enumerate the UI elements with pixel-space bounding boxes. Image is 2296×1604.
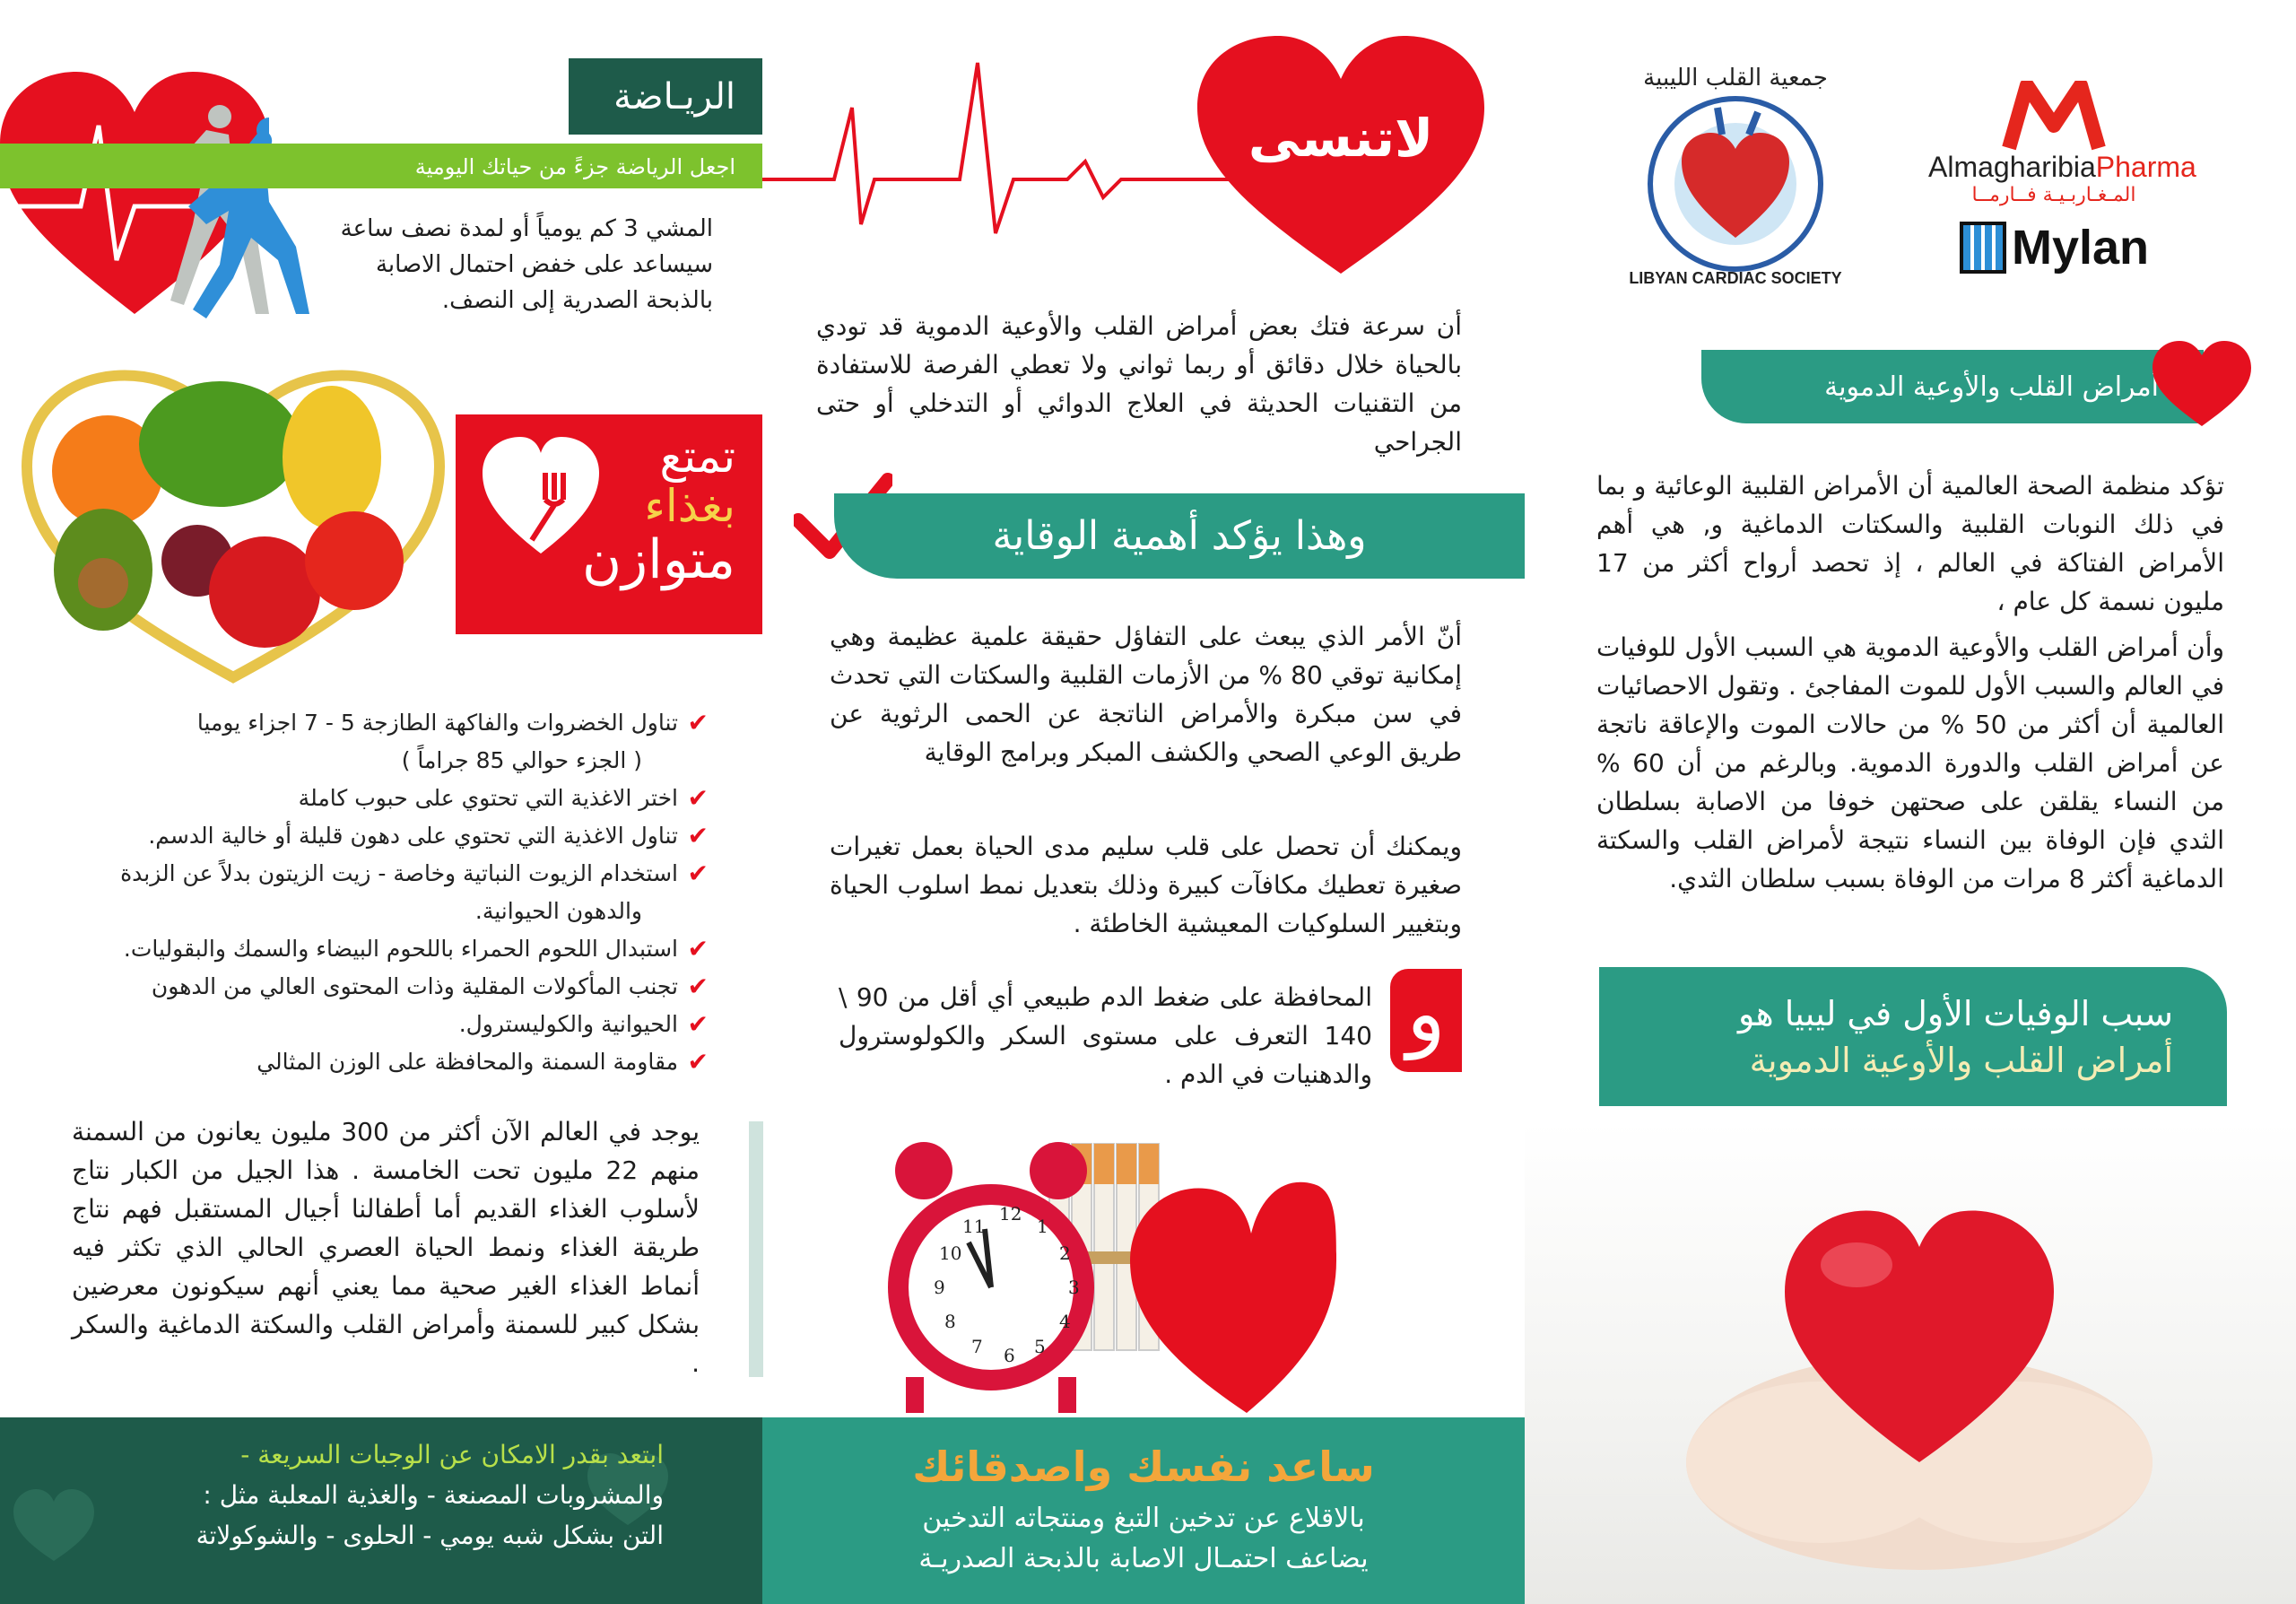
check-icon: ✔: [687, 821, 709, 850]
libya-line-2: أمراض القلب والأوعية الدموية: [1749, 1041, 2173, 1080]
lifestyle-text: ويمكنك أن تحصل على قلب سليم مدى الحياة بعمل تغيرات صغيرة تعطيك مكافآت كبيرة وذلك بتعديل نمط اسلوب الحياة وبتغيير السلوكيات المعيشية الخاطئة .: [830, 832, 1462, 938]
heart-icon: [2152, 341, 2251, 431]
section-title: أمراض القلب والأوعية الدموية: [1701, 350, 2204, 423]
list-item: ✔ تناول الاغذية التي تحتوي على دهون قليلة أو خالية الدسم.: [54, 817, 709, 855]
fastfood-line-2: والمشروبات المصنعة - والغذية المعلبة مثل :: [203, 1480, 664, 1510]
clock-number: 3: [1068, 1277, 1080, 1298]
smoking-footer: [762, 1417, 1525, 1604]
mylan-icon: [1960, 222, 2006, 274]
badge-line-2: بغذاء: [644, 480, 735, 532]
clock-number: 12: [999, 1203, 1022, 1225]
who-text: تؤكد منظمة الصحة العالمية أن الأمراض القلبية الوعائية و بما في ذلك النوبات القلبية والسكتات الدماغية و, هي أهم الأمراض الفتاكة في العالم ، إذ تحصد أرواح أكثر من 17 مليون نسمة كل عام ،: [1596, 471, 2224, 616]
check-icon: ✔: [687, 708, 709, 737]
sport-text: المشي 3 كم يومياً أو لمدة نصف ساعة سيساعد على خفض احتمال الاصابة بالذبحة الصدرية إلى النصف.: [340, 215, 713, 314]
mylan-wordmark: Mylan: [2012, 221, 2150, 275]
pharma-name-b: Pharma: [2095, 151, 2196, 183]
check-icon: ✔: [687, 934, 709, 963]
right-panel: [1525, 0, 2296, 1604]
society-arabic: جمعية القلب الليبية: [1643, 65, 1828, 92]
footer-line-2: يضاعف احتمـال الاصابة بالذبحة الصدريـة: [918, 1543, 1369, 1574]
check-icon: ✔: [687, 972, 709, 1001]
society-english: LIBYAN CARDIAC SOCIETY: [1629, 269, 1842, 287]
ecg-line: [762, 54, 1265, 242]
hands-heart-icon: [1650, 1166, 2188, 1597]
clock-number: 2: [1059, 1242, 1071, 1264]
clock-number: 7: [971, 1336, 983, 1357]
pharma-name-a: Almagharibia: [1928, 151, 2096, 183]
list-item: ✔ الحيوانية والكوليسترول.: [54, 1006, 709, 1043]
footer-line-1: بالاقلاع عن تدخين التبغ ومنتجاته التدخين: [922, 1503, 1365, 1534]
hands-heart-illustration: [1525, 1121, 2296, 1604]
check-icon: ✔: [687, 783, 709, 813]
pressure-text: المحافظة على ضغط الدم طبيعي أي أقل من 90 \ 140 التعرف على مستوى السكر والكولوسترول والدهنيات في الدم .: [839, 982, 1372, 1089]
clock-number: 8: [944, 1311, 956, 1332]
check-icon: ✔: [687, 1047, 709, 1077]
waw-badge: و: [1390, 969, 1462, 1072]
check-icon: ✔: [687, 859, 709, 888]
heart-badge-text: لاتنسى: [1248, 108, 1434, 169]
libyan-cardiac-society-seal: [1632, 72, 1839, 278]
balanced-food-badge: [456, 414, 762, 634]
check-icon: ✔: [687, 1009, 709, 1039]
clock-face: [928, 1203, 1090, 1368]
sport-banner-text: اجعل الرياضة جزءً من حياتك اليومية: [414, 154, 735, 179]
fastfood-footer: [0, 1417, 762, 1604]
list-item: ✔ استبدال اللحوم الحمراء باللحوم البيضاء والسمك والبقوليات.: [54, 930, 709, 968]
list-item: ✔ مقاومة السمنة والمحافظة على الوزن المثالي: [54, 1043, 709, 1081]
sport-title: الريـاضة: [569, 58, 762, 135]
clock-number: 11: [962, 1216, 986, 1237]
list-item: ✔ اختر الاغذية التي تحتوي على حبوب كاملة: [54, 780, 709, 817]
diet-checklist: [54, 704, 709, 1081]
badge-line-3: متوازن: [582, 528, 735, 591]
badge-line-1: تمتع: [659, 431, 735, 483]
list-item: ✔ استخدام الزيوت النباتية وخاصة - زيت الزيتون بدلاً عن الزبدة والدهون الحيوانية.: [54, 855, 709, 930]
intro-text: أن سرعة فتك بعض أمراض القلب والأوعية الدموية قد تودي بالحياة خلال دقائق أو ربما ثواني ولا تعطي الفرصة للاستفادة من التقنيات الحديثة في العلاج الدوائي أو التدخلي أو حتى الجراحي: [816, 311, 1462, 457]
list-item: ✔ تجنب المأكولات المقلية وذات المحتوى العالي من الدهون: [54, 968, 709, 1006]
left-panel: [0, 0, 762, 1604]
libya-line-1: سبب الوفيات الأول في ليبيا هو: [1737, 994, 2173, 1033]
fastfood-line-3: التن بشكل شبه يومي - الحلوى - والشوكولاتة: [196, 1521, 664, 1550]
clock-number: 5: [1034, 1336, 1046, 1357]
stats-text: وأن أمراض القلب والأوعية الدموية هي السبب الأول للوفيات في العالم والسبب الأول للموت المفاجئ . وتقول الاحصائيات العالمية أن أكثر من 50 % من حالات الموت والإعاقة ناتجة عن أمراض القلب والدورة الدموية. وبالرغم من أن 60 % من النساء يقلقن على صحتهن خوفا من الاصابة بسلطان الثدي فإن الوفاة بين النساء نتيجة لأمراض القلب والسكتة الدماغية أكثر 8 مرات من الوفاة بسبب سلطان الثدي.: [1596, 632, 2224, 894]
fruit-heart-illustration: [18, 359, 448, 691]
clock-number: 1: [1037, 1216, 1048, 1237]
clock-number: 6: [1004, 1345, 1015, 1366]
clock-number: 10: [939, 1242, 962, 1264]
middle-panel: [762, 0, 1525, 1604]
mylan-logo: [1960, 220, 2149, 275]
almagharibia-logo-icon: [2000, 81, 2108, 153]
prevention-title: وهذا يؤكد أهمية الوقاية: [834, 493, 1525, 579]
obesity-text: يوجد في العالم الآن أكثر من 300 مليون يعانون من السمنة منهم 22 مليون تحت الخامسة . هذا الجيل من الكبار نتاج لأسلوب الغذاء القديم أما أطفالنا أجيال المستقبل فهم نتاج طريقة الغذاء ونمط الحياة العصري الحالي الذي تكثر فيه أنماط الغذاء الغير صحية مما يعني أنهم سيكونون معرضين بشكل كبير للسمنة وأمراض القلب والسكتة الدماغية والسكر .: [72, 1117, 700, 1378]
clock-number: 9: [934, 1277, 945, 1298]
list-item: ✔ تناول الخضروات والفاكهة الطازجة 5 - 7 اجزاء يوميا ( الجزء حوالي 85 جراماً ): [54, 704, 709, 780]
optimism-text: أنّ الأمر الذي يبعث على التفاؤل حقيقة علمية عظيمة وهي إمكانية توقي 80 % من الأزمات القلبية والسكتات التي تحدث في سن مبكرة والأمراض الناتجة عن الحمى الرثوية عن طريق الوعي الصحي والكشف المبكر وبرامج الوقاية: [830, 622, 1463, 767]
clock-number: 4: [1059, 1311, 1071, 1332]
fastfood-line-1: ابتعد بقدر الامكان عن الوجبات السريعة -: [240, 1440, 664, 1469]
side-rule: [749, 1121, 763, 1377]
pharma-name: [1928, 151, 2196, 184]
footer-title: ساعد نفسك واصدقائك: [912, 1443, 1375, 1491]
libya-callout: [1599, 967, 2227, 1106]
pharma-arabic: المـغـاربـيـة فــارمــا: [1971, 184, 2136, 206]
